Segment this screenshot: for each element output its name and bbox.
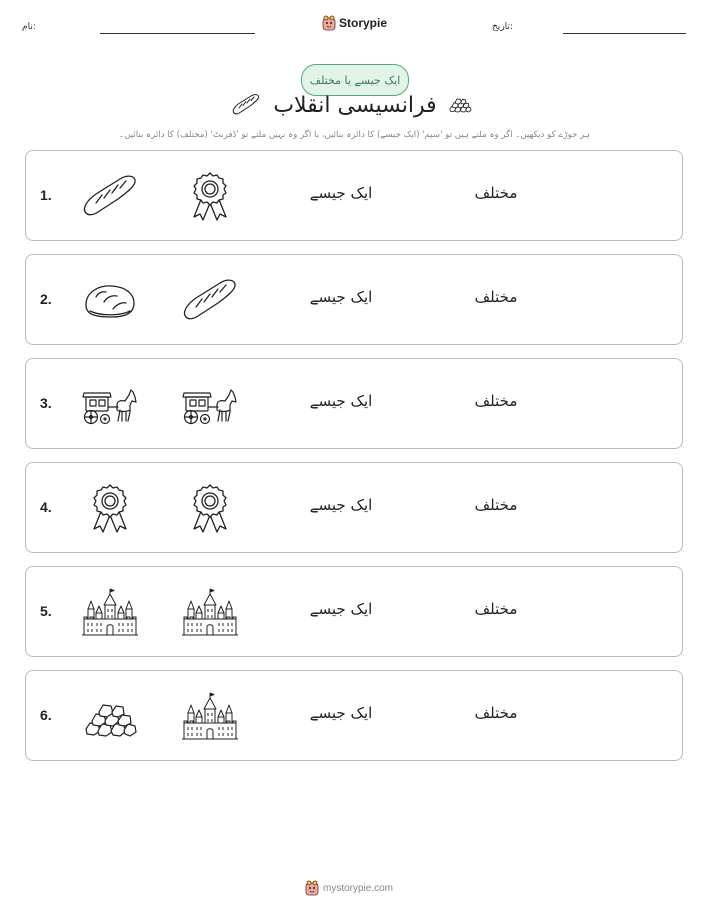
same-option[interactable]: ایک جیسے [309,704,373,722]
name-label: نام: [22,22,36,32]
footer-url[interactable]: mystorypie.com [323,882,394,894]
different-option[interactable]: مختلف [474,496,518,514]
storypie-logo-icon [322,15,336,31]
castle-icon [80,587,140,639]
cobblestone-pile-icon [446,93,474,115]
different-option[interactable]: مختلف [474,392,518,410]
question-number: 6. [40,707,52,723]
question-row [25,462,683,553]
same-option[interactable]: ایک جیسے [309,392,373,410]
question-row [25,566,683,657]
storypie-logo-icon [305,880,319,896]
question-row [25,358,683,449]
same-option[interactable]: ایک جیسے [309,496,373,514]
different-option[interactable]: مختلف [474,288,518,306]
question-number: 3. [40,395,52,411]
baguette-icon [80,171,140,223]
question-number: 5. [40,603,52,619]
cobblestone-pile-icon [80,691,140,743]
date-label: تاریخ: [492,22,513,32]
baguette-icon [180,275,240,327]
question-row [25,150,683,241]
bread-loaf-icon [80,275,140,327]
castle-icon [180,587,240,639]
date-field-line [563,33,686,34]
same-option[interactable]: ایک جیسے [309,288,373,306]
question-number: 1. [40,187,52,203]
castle-icon [180,691,240,743]
name-field-line [100,33,255,34]
brand-name: Storypie [339,16,388,30]
question-number: 4. [40,499,52,515]
question-number: 2. [40,291,52,307]
medal-ribbon-icon [180,483,240,535]
different-option[interactable]: مختلف [474,704,518,722]
medal-ribbon-icon [180,171,240,223]
question-row [25,670,683,761]
horse-carriage-icon [80,379,140,431]
question-row [25,254,683,345]
different-option[interactable]: مختلف [474,600,518,618]
baguette-icon [229,92,263,118]
page-title: فرانسیسی انقلاب [273,93,437,118]
instructions: ہر جوڑے کو دیکھیں۔ اگر وہ ملتے ہیں تو 'سیم' (ایک جیسے) کا دائرہ بنائیں، یا اگر وہ نہیں ملتے تو 'ڈفرنٹ' (مختلف) کا دائرہ بنائیں۔ [119,130,590,140]
worksheet-type-tag: ایک جیسے یا مختلف [301,64,409,96]
horse-carriage-icon [180,379,240,431]
different-option[interactable]: مختلف [474,184,518,202]
brand-logo [322,12,387,34]
medal-ribbon-icon [80,483,140,535]
same-option[interactable]: ایک جیسے [309,600,373,618]
footer [305,878,393,898]
same-option[interactable]: ایک جیسے [309,184,373,202]
